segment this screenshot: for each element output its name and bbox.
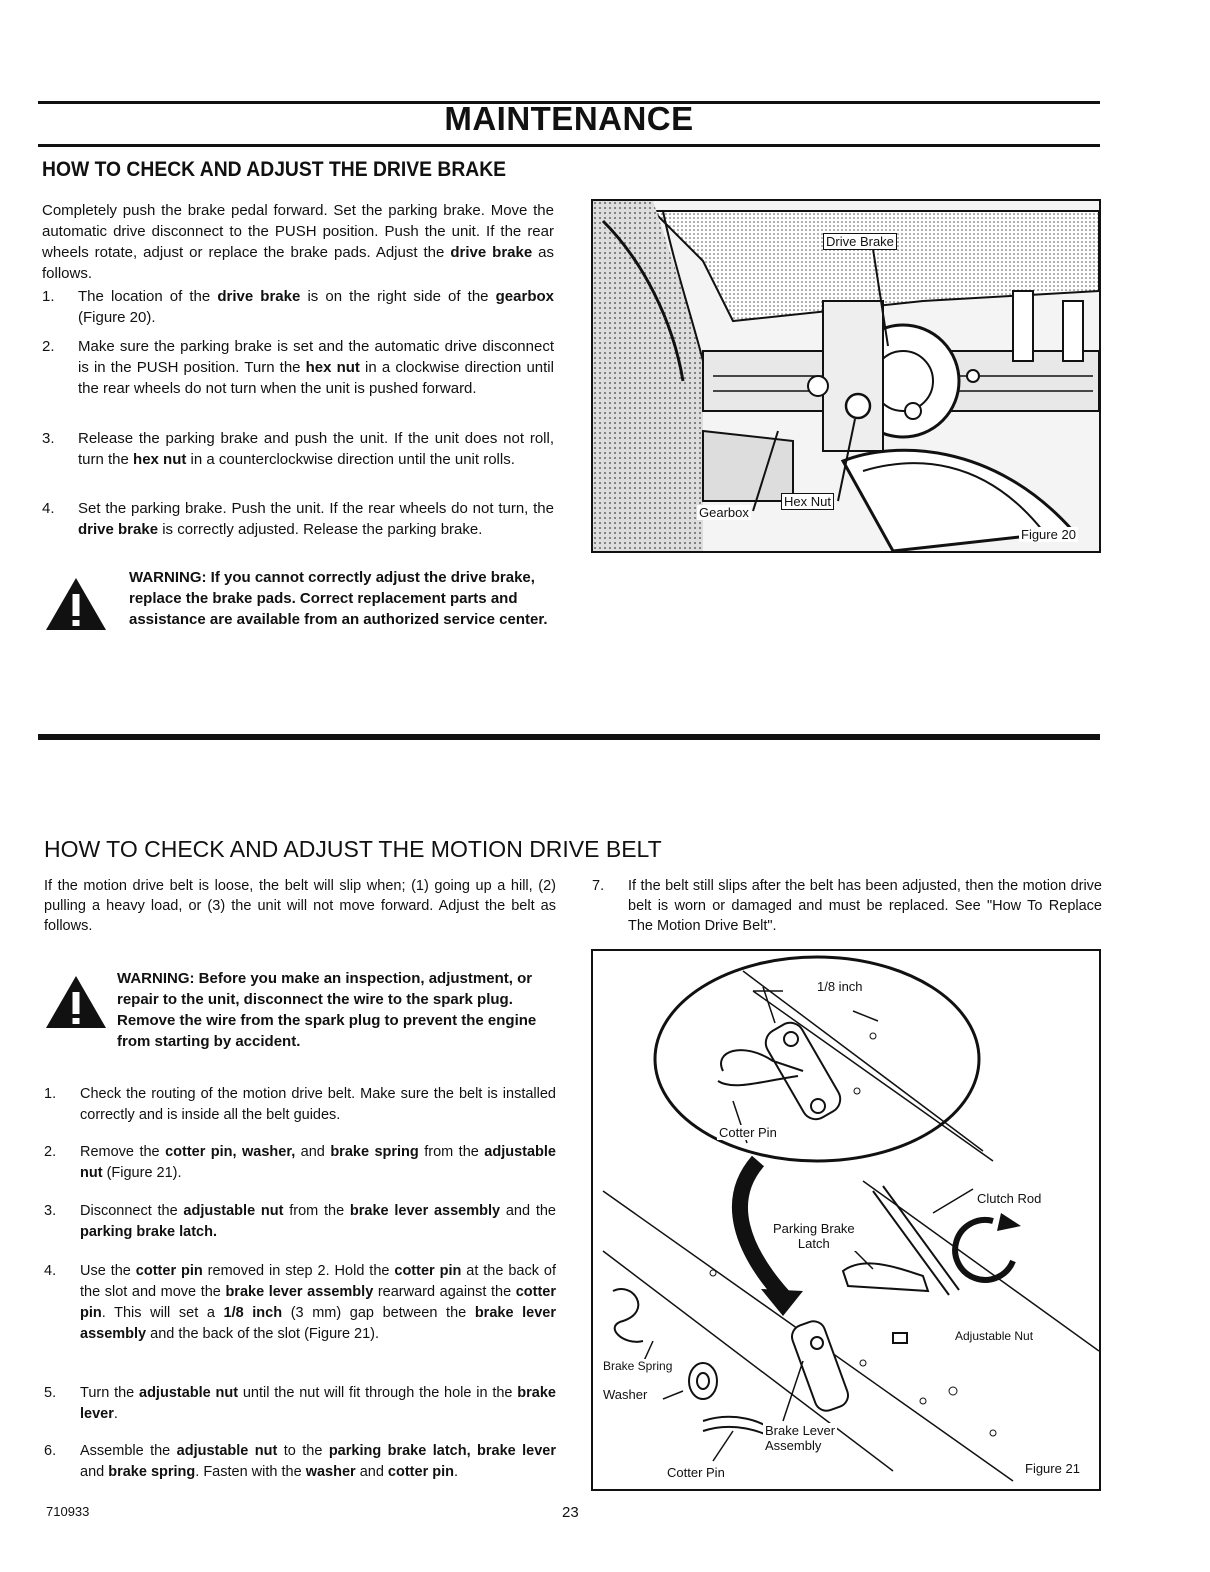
drive-brake-step-2: 2. Make sure the parking brake is set and the automatic drive disconnect is in the PUSH position. Turn the hex nut in a clockwise direction until the rear wheels do not turn when the unit is pushed forward. — [42, 338, 554, 397]
label-parking-brake-latch: Parking Brake Latch — [773, 1221, 855, 1251]
figure-20 — [591, 199, 1101, 553]
label-clutch-rod: Clutch Rod — [977, 1191, 1042, 1206]
belt-step-3: 3. Disconnect the adjustable nut from the brake lever assembly and the parking brake latch. — [44, 1203, 556, 1240]
figure-21-caption: Figure 21 — [1025, 1461, 1080, 1476]
belt-step-4: 4. Use the cotter pin removed in step 2. Hold the cotter pin at the back of the slot and move the brake lever assembly rearward against the cotter pin. This will set a 1/8 inch (3 mm) gap between the brake lever assembly and the back of the slot (Figure 21). — [44, 1263, 557, 1342]
belt-step-7: 7. If the belt still slips after the belt has been adjusted, then the motion drive belt is worn or damaged and must be replaced. See "How To Replace The Motion Drive Belt". — [592, 878, 1102, 934]
label-brake-spring: Brake Spring — [603, 1359, 673, 1373]
label-washer: Washer — [603, 1387, 648, 1402]
drive-brake-illustration — [593, 201, 1099, 551]
label-adjustable-nut: Adjustable Nut — [955, 1329, 1034, 1343]
page-number: 23 — [562, 1504, 579, 1521]
drive-brake-intro: Completely push the brake pedal forward. Set the parking brake. Move the automatic drive disconnect to the PUSH position. Push the unit. If the rear wheels rotate, adjust or replace the brake pads. Adjust the drive brake as follows. — [42, 202, 555, 282]
belt-step-6: 6. Assemble the adjustable nut to the parking brake latch, brake lever and brake spring. Fasten with the washer and cotter pin. — [44, 1443, 556, 1480]
drive-brake-step-4: 4. Set the parking brake. Push the unit. If the rear wheels do not turn, the drive brake is correctly adjusted. Release the parking brake. — [42, 500, 554, 538]
belt-step-1: 1. Check the routing of the motion drive belt. Make sure the belt is installed correctly and is inside all the belt guides. — [44, 1086, 556, 1123]
label-cotter-pin-bottom: Cotter Pin — [667, 1465, 725, 1480]
drive-brake-step-3: 3. Release the parking brake and push the unit. If the unit does not roll, turn the hex nut in a counterclockwise direction until the unit rolls. — [42, 430, 554, 468]
section-heading-motion-drive-belt: HOW TO CHECK AND ADJUST THE MOTION DRIVE BELT — [44, 836, 662, 862]
drive-brake-step-1: 1. The location of the drive brake is on the right side of the gearbox (Figure 20). — [42, 288, 554, 326]
section-divider — [38, 734, 1100, 740]
label-cotter-pin-top: Cotter Pin — [719, 1125, 777, 1140]
motion-belt-intro: If the motion drive belt is loose, the belt will slip when; (1) going up a hill, (2) pulling a heavy load, or (3) the unit will not move forward. Adjust the belt as follows. — [44, 878, 556, 934]
warning-icon-2 — [44, 974, 108, 1030]
drive-brake-warning: WARNING: If you cannot correctly adjust the drive brake, replace the brake pads. Correct replacement parts and assistance are available from an authorized service center. — [129, 569, 548, 628]
figure-21 — [591, 949, 1101, 1491]
brake-lever-illustration — [593, 951, 1099, 1489]
label-brake-lever-assembly: Brake Lever Assembly — [765, 1423, 836, 1453]
label-drive-brake: Drive Brake — [823, 233, 897, 250]
document-number: 710933 — [46, 1504, 90, 1519]
label-gearbox: Gearbox — [699, 505, 749, 520]
belt-step-2: 2. Remove the cotter pin, washer, and brake spring from the adjustable nut (Figure 21). — [44, 1144, 556, 1181]
section-heading-drive-brake: HOW TO CHECK AND ADJUST THE DRIVE BRAKE — [42, 158, 507, 181]
title-underline — [38, 144, 1100, 147]
figure-20-caption: Figure 20 — [1021, 527, 1076, 542]
label-gap: 1/8 inch — [817, 979, 863, 994]
page-title: MAINTENANCE — [444, 100, 694, 137]
warning-icon — [44, 576, 108, 632]
label-hex-nut: Hex Nut — [781, 493, 834, 510]
motion-belt-warning: WARNING: Before you make an inspection, adjustment, or repair to the unit, disconnect the wire to the spark plug. Remove the wire from the spark plug to prevent the engine from starting by accident. — [117, 970, 537, 1050]
belt-step-5: 5. Turn the adjustable nut until the nut will fit through the hole in the brake lever. — [44, 1385, 556, 1422]
